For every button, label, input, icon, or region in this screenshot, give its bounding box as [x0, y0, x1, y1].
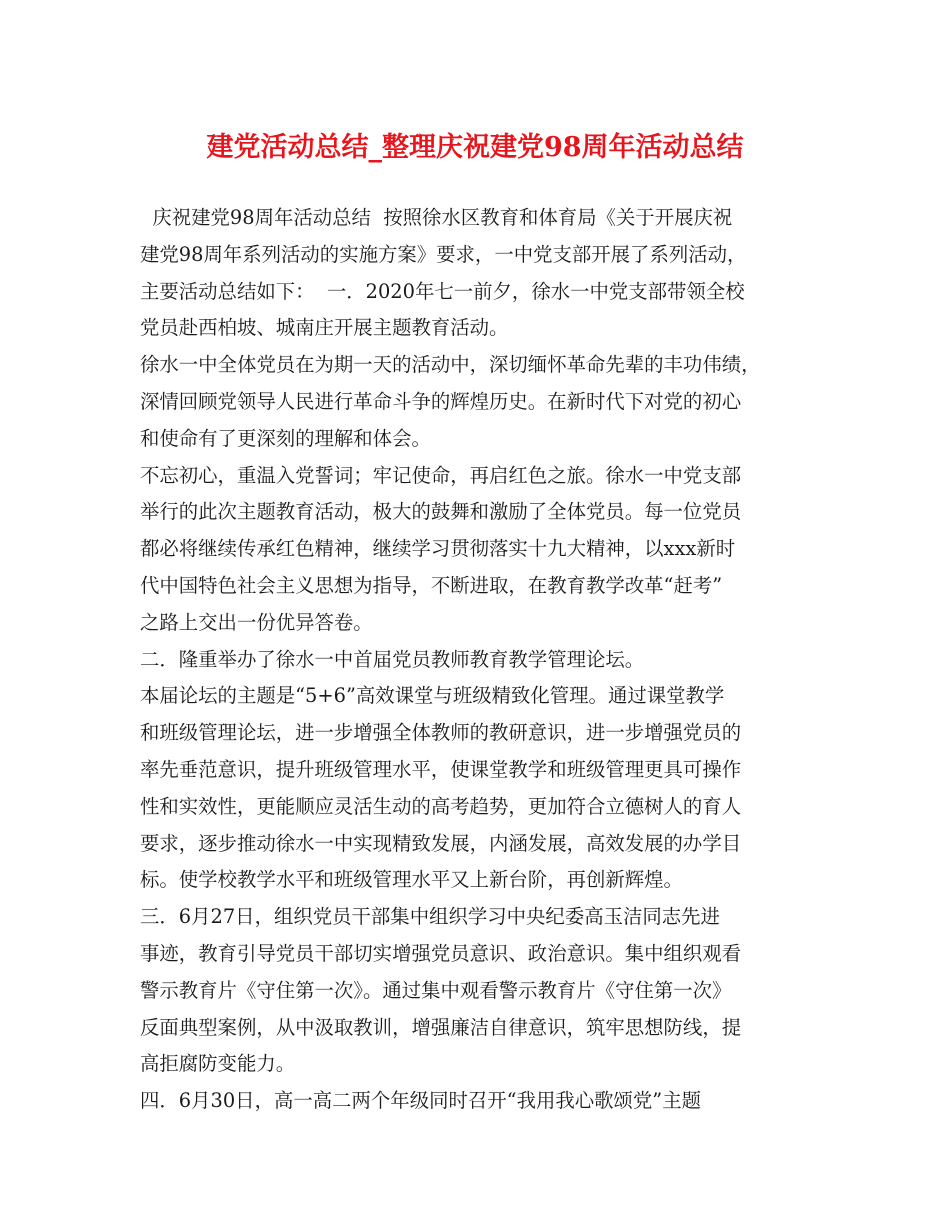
body-line: 举行的此次主题教育活动，极大的鼓舞和激励了全体党员。每一位党员 — [140, 500, 742, 524]
body-line: 代中国特色社会主义思想为指导，不断进取，在教育教学改革“赶考” — [140, 573, 723, 597]
body-line: 党员赴西柏坡、城南庄开展主题教育活动。 — [140, 316, 509, 340]
body-line: 警示教育片《守住第一次》。通过集中观看警示教育片《守住第一次》 — [140, 978, 732, 1002]
body-line: 建党98周年系列活动的实施方案》要求，一中党支部开展了系列活动， — [140, 242, 747, 266]
body-line: 标。使学校教学水平和班级管理水平又上新台阶，再创新辉煌。 — [140, 868, 683, 892]
body-line: 要求，逐步推动徐水一中实现精致发展，内涵发展，高效发展的办学目 — [140, 831, 742, 855]
body-line: 之路上交出一份优异答卷。 — [140, 610, 373, 634]
body-line: 高拒腐防变能力。 — [140, 1052, 296, 1076]
body-line: 三．6月27日，组织党员干部集中组织学习中央纪委高玉洁同志先进 — [140, 905, 720, 929]
body-line: 庆祝建党98周年活动总结 按照徐水区教育和体育局《关于开展庆祝 — [140, 206, 733, 229]
body-line: 都必将继续传承红色精神，继续学习贯彻落实十九大精神，以xxx新时 — [140, 537, 736, 561]
body-line: 主要活动总结如下： 一．2020年七一前夕，徐水一中党支部带领全校 — [140, 279, 745, 303]
body-line: 深情回顾党领导人民进行革命斗争的辉煌历史。在新时代下对党的初心 — [140, 389, 742, 413]
body-line: 事迹，教育引导党员干部切实增强党员意识、政治意识。集中组织观看 — [140, 941, 742, 965]
body-line: 和班级管理论坛，进一步增强全体教师的教研意识，进一步增强党员的 — [140, 721, 742, 745]
body-line: 不忘初心，重温入党誓词；牢记使命，再启红色之旅。徐水一中党支部 — [140, 463, 742, 487]
body-line: 二．隆重举办了徐水一中首届党员教师教育教学管理论坛。 — [140, 647, 645, 671]
document-title: 建党活动总结_整理庆祝建党98周年活动总结 — [206, 132, 744, 163]
document-body — [140, 200, 830, 1120]
body-line: 和使命有了更深刻的理解和体会。 — [140, 426, 431, 450]
body-line: 本届论坛的主题是“5+6”高效课堂与班级精致化管理。通过课堂教学 — [140, 684, 725, 708]
body-line: 性和实效性，更能顺应灵活生动的高考趋势，更加符合立德树人的育人 — [140, 794, 742, 818]
body-line: 四．6月30日，高一高二两个年级同时召开“我用我心歌颂党”主题 — [140, 1089, 701, 1113]
body-line: 反面典型案例，从中汲取教训，增强廉洁自律意识，筑牢思想防线，提 — [140, 1015, 742, 1039]
body-line: 徐水一中全体党员在为期一天的活动中，深切缅怀革命先辈的丰功伟绩， — [140, 353, 761, 377]
body-line: 率先垂范意识，提升班级管理水平，使课堂教学和班级管理更具可操作 — [140, 757, 742, 781]
